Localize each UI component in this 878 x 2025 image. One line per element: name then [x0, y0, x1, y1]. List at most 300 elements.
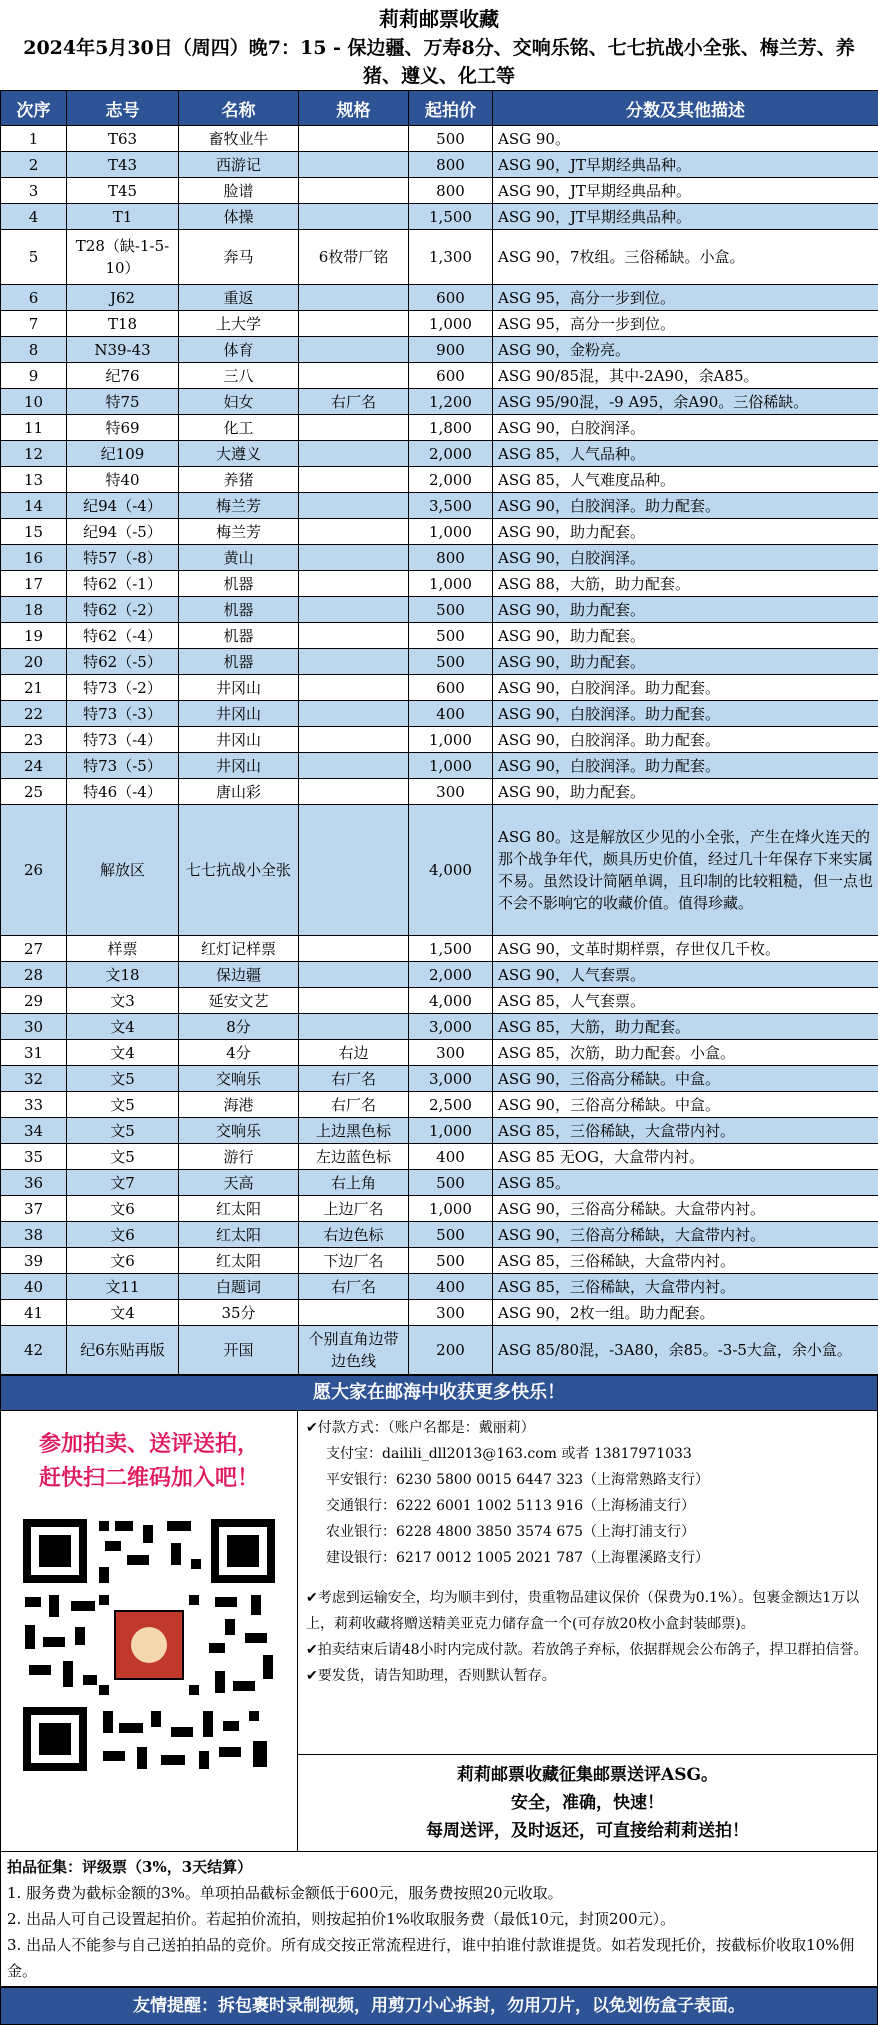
lot-start-price: 1,000	[409, 1118, 493, 1144]
lot-spec	[299, 649, 409, 675]
lot-code: 文5	[67, 1092, 179, 1118]
table-row	[1, 1118, 878, 1144]
lot-code: 文6	[67, 1222, 179, 1248]
lot-order: 11	[1, 415, 67, 441]
lot-description: ASG 90，三俗高分稀缺。大盒带内衬。	[493, 1196, 878, 1222]
lot-spec	[299, 1300, 409, 1326]
lot-spec	[299, 753, 409, 779]
table-row	[1, 1144, 878, 1170]
lot-spec: 上边厂名	[299, 1196, 409, 1222]
lot-spec: 右厂名	[299, 1092, 409, 1118]
lot-description: ASG 90，助力配套。	[493, 779, 878, 805]
table-row	[1, 311, 878, 337]
lot-start-price: 1,300	[409, 230, 493, 285]
lot-description: ASG 85，三俗稀缺，大盒带内衬。	[493, 1248, 878, 1274]
lot-name: 交响乐	[179, 1066, 299, 1092]
lot-description: ASG 85，三俗稀缺，大盒带内衬。	[493, 1274, 878, 1300]
footer-reminder: 友情提醒：拆包裹时录制视频，用剪刀小心拆封，勿用刀片，以免划伤盒子表面。	[0, 1987, 878, 2025]
lot-order: 13	[1, 467, 67, 493]
lot-code: 特73（-5）	[67, 753, 179, 779]
lot-spec: 6枚带厂铭	[299, 230, 409, 285]
table-row	[1, 1066, 878, 1092]
notes-item-1: 1. 服务费为截标金额的3%。单项拍品截标金额低于600元，服务费按照20元收取。	[7, 1880, 871, 1906]
lot-spec	[299, 415, 409, 441]
banner: 愿大家在邮海中收获更多快乐！	[0, 1375, 878, 1411]
lot-description: ASG 85/80混，-3A80，余85。-3-5大盒，余小盒。	[493, 1326, 878, 1375]
payment-comm-bank[interactable]: 交通银行：6222 6001 1002 5113 916（上海杨浦支行）	[306, 1493, 869, 1519]
lot-code: 特40	[67, 467, 179, 493]
table-row	[1, 1014, 878, 1040]
lot-description: ASG 90，文革时期样票，存世仅几千枚。	[493, 936, 878, 962]
lot-description: ASG 90，三俗高分稀缺，大盒带内衬。	[493, 1222, 878, 1248]
lot-description: ASG 90，白胶润泽。助力配套。	[493, 675, 878, 701]
lot-order: 23	[1, 727, 67, 753]
lot-code: 特62（-5）	[67, 649, 179, 675]
lot-start-price: 500	[409, 1222, 493, 1248]
table-row	[1, 962, 878, 988]
lot-name: 井冈山	[179, 675, 299, 701]
lot-order: 7	[1, 311, 67, 337]
lot-code: 特75	[67, 389, 179, 415]
table-row	[1, 1326, 878, 1375]
lot-code: T1	[67, 204, 179, 230]
lot-name: 梅兰芳	[179, 493, 299, 519]
lot-spec	[299, 727, 409, 753]
lot-code: 文4	[67, 1014, 179, 1040]
lot-description: ASG 85。	[493, 1170, 878, 1196]
header-order: 次序	[1, 91, 67, 126]
lot-spec	[299, 571, 409, 597]
table-row	[1, 701, 878, 727]
table-row	[1, 571, 878, 597]
lot-start-price: 400	[409, 1144, 493, 1170]
lot-order: 9	[1, 363, 67, 389]
lot-description: ASG 85，三俗稀缺，大盒带内衬。	[493, 1118, 878, 1144]
lot-start-price: 900	[409, 337, 493, 363]
lot-order: 20	[1, 649, 67, 675]
lot-name: 4分	[179, 1040, 299, 1066]
payment-info	[298, 1411, 877, 1754]
shipping-note: ✔考虑到运输安全，均为顺丰到付，贵重物品建议保价（保费为0.1%）。包裹金额达1万以上，莉莉收藏将赠送精美亚克力储存盒一个(可存放20枚小盒封装邮票)。	[306, 1585, 869, 1637]
consignment-notes	[0, 1852, 878, 1987]
lot-spec	[299, 962, 409, 988]
lot-start-price: 2,000	[409, 962, 493, 988]
lot-spec	[299, 936, 409, 962]
lot-order: 3	[1, 178, 67, 204]
table-row	[1, 230, 878, 285]
lot-name: 井冈山	[179, 753, 299, 779]
header-start-price: 起拍价	[409, 91, 493, 126]
lot-name: 机器	[179, 623, 299, 649]
lot-code: 文5	[67, 1118, 179, 1144]
table-header	[1, 91, 878, 126]
lot-spec	[299, 467, 409, 493]
lot-code: 文7	[67, 1170, 179, 1196]
lot-start-price: 1,800	[409, 415, 493, 441]
lot-start-price: 300	[409, 1300, 493, 1326]
payment-pingan-bank[interactable]: 平安银行：6230 5800 0015 6447 323（上海常熟路支行）	[306, 1467, 869, 1493]
lot-code: 文6	[67, 1248, 179, 1274]
lot-name: 唐山彩	[179, 779, 299, 805]
payment-alipay[interactable]: 支付宝：dailili_dll2013@163.com 或者 13817971033	[306, 1441, 869, 1467]
lot-description: ASG 90，白胶润泽。助力配套。	[493, 701, 878, 727]
lot-order: 29	[1, 988, 67, 1014]
lot-description: ASG 90，白胶润泽。助力配套。	[493, 493, 878, 519]
lot-name: 化工	[179, 415, 299, 441]
lot-description: ASG 90，人气套票。	[493, 962, 878, 988]
lot-start-price: 200	[409, 1326, 493, 1375]
header-spec: 规格	[299, 91, 409, 126]
lot-code: 纪94（-4）	[67, 493, 179, 519]
table-row	[1, 779, 878, 805]
lot-name: 红太阳	[179, 1248, 299, 1274]
table-row	[1, 649, 878, 675]
lot-start-price: 2,500	[409, 1092, 493, 1118]
lot-order: 24	[1, 753, 67, 779]
lot-description: ASG 95，高分一步到位。	[493, 285, 878, 311]
lot-start-price: 400	[409, 1274, 493, 1300]
lot-code: 纪109	[67, 441, 179, 467]
lot-spec	[299, 701, 409, 727]
lot-spec	[299, 126, 409, 152]
lot-spec	[299, 597, 409, 623]
lot-code: 特57（-8）	[67, 545, 179, 571]
lot-spec	[299, 311, 409, 337]
lot-code: 纪6东贴再版	[67, 1326, 179, 1375]
lot-order: 40	[1, 1274, 67, 1300]
lot-code: N39-43	[67, 337, 179, 363]
header-code: 志号	[67, 91, 179, 126]
lot-order: 33	[1, 1092, 67, 1118]
lot-order: 5	[1, 230, 67, 285]
lot-code: J62	[67, 285, 179, 311]
lot-name: 红灯记样票	[179, 936, 299, 962]
lot-description: ASG 85，人气套票。	[493, 988, 878, 1014]
lot-order: 22	[1, 701, 67, 727]
lot-name: 体育	[179, 337, 299, 363]
lot-code: T63	[67, 126, 179, 152]
lot-spec: 右边色标	[299, 1222, 409, 1248]
lot-code: T28（缺-1-5-10）	[67, 230, 179, 285]
lot-order: 1	[1, 126, 67, 152]
lot-spec	[299, 204, 409, 230]
lot-spec	[299, 545, 409, 571]
table-row	[1, 178, 878, 204]
lot-description: ASG 90，助力配套。	[493, 649, 878, 675]
lot-code: 特62（-1）	[67, 571, 179, 597]
table-row	[1, 204, 878, 230]
table-row	[1, 1222, 878, 1248]
table-row	[1, 1092, 878, 1118]
lot-order: 18	[1, 597, 67, 623]
lot-spec	[299, 675, 409, 701]
lot-description: ASG 90，JT早期经典品种。	[493, 204, 878, 230]
lot-spec	[299, 493, 409, 519]
qr-code[interactable]	[19, 1515, 279, 1775]
table-row	[1, 936, 878, 962]
lot-order: 19	[1, 623, 67, 649]
lot-start-price: 1,500	[409, 204, 493, 230]
table-row	[1, 1170, 878, 1196]
lot-order: 26	[1, 805, 67, 936]
lot-start-price: 2,000	[409, 441, 493, 467]
delivery-note: ✔要发货，请告知助理，否则默认暂存。	[306, 1663, 869, 1689]
lot-start-price: 3,000	[409, 1066, 493, 1092]
lot-start-price: 800	[409, 545, 493, 571]
lot-code: 特73（-4）	[67, 727, 179, 753]
lot-description: ASG 85，人气品种。	[493, 441, 878, 467]
lot-code: 文4	[67, 1300, 179, 1326]
lot-code: 特46（-4）	[67, 779, 179, 805]
lot-order: 31	[1, 1040, 67, 1066]
table-row	[1, 1196, 878, 1222]
lot-spec	[299, 441, 409, 467]
lot-start-price: 600	[409, 363, 493, 389]
table-row	[1, 363, 878, 389]
lot-order: 36	[1, 1170, 67, 1196]
lot-start-price: 1,000	[409, 727, 493, 753]
lot-code: 文4	[67, 1040, 179, 1066]
service-slogan	[298, 1754, 877, 1851]
lot-order: 34	[1, 1118, 67, 1144]
lot-name: 重返	[179, 285, 299, 311]
lot-start-price: 300	[409, 779, 493, 805]
lot-code: 特73（-2）	[67, 675, 179, 701]
lot-order: 2	[1, 152, 67, 178]
table-row	[1, 545, 878, 571]
lot-description: ASG 90。	[493, 126, 878, 152]
slogan-line: 莉莉邮票收藏征集邮票送评ASG。	[298, 1761, 877, 1789]
table-row	[1, 285, 878, 311]
slogan-line: 每周送评，及时返还，可直接给莉莉送拍！	[298, 1817, 877, 1845]
payment-panel	[298, 1411, 877, 1851]
table-row	[1, 1040, 878, 1066]
table-row	[1, 753, 878, 779]
lot-start-price: 500	[409, 1170, 493, 1196]
lot-name: 8分	[179, 1014, 299, 1040]
payment-agri-bank[interactable]: 农业银行：6228 4800 3850 3574 675（上海打浦支行）	[306, 1519, 869, 1545]
lot-description: ASG 85 无OG，大盒带内衬。	[493, 1144, 878, 1170]
table-row	[1, 467, 878, 493]
lot-spec	[299, 178, 409, 204]
lot-order: 17	[1, 571, 67, 597]
lot-order: 14	[1, 493, 67, 519]
lot-name: 机器	[179, 571, 299, 597]
lot-name: 海港	[179, 1092, 299, 1118]
page-title: 莉莉邮票收藏	[0, 0, 878, 34]
lot-table	[0, 90, 878, 1375]
lot-name: 上大学	[179, 311, 299, 337]
lot-order: 42	[1, 1326, 67, 1375]
lot-name: 交响乐	[179, 1118, 299, 1144]
lot-description: ASG 90，JT早期经典品种。	[493, 178, 878, 204]
table-row	[1, 493, 878, 519]
payment-deadline-note: ✔拍卖结束后请48小时内完成付款。若放鸽子弃标，依据群规会公布鸽子，捍卫群拍信誉。	[306, 1637, 869, 1663]
lot-code: 解放区	[67, 805, 179, 936]
info-section	[0, 1411, 878, 1852]
lot-name: 井冈山	[179, 701, 299, 727]
lot-order: 12	[1, 441, 67, 467]
lot-description: ASG 80。这是解放区少见的小全张，产生在烽火连天的那个战争年代，颇具历史价值，经过几十年保存下来实属不易。虽然设计简陋单调，且印制的比较粗糙，但一点也不会不影响它的收藏价值。值得珍藏。	[493, 805, 878, 936]
lot-code: 特62（-4）	[67, 623, 179, 649]
lot-name: 天高	[179, 1170, 299, 1196]
lot-start-price: 1,000	[409, 311, 493, 337]
lot-start-price: 800	[409, 152, 493, 178]
lot-code: 样票	[67, 936, 179, 962]
lot-order: 6	[1, 285, 67, 311]
lot-description: ASG 90/85混，其中-2A90，余A85。	[493, 363, 878, 389]
lot-spec	[299, 779, 409, 805]
lot-order: 39	[1, 1248, 67, 1274]
table-row	[1, 1274, 878, 1300]
lot-description: ASG 90，助力配套。	[493, 623, 878, 649]
lot-order: 30	[1, 1014, 67, 1040]
lot-spec	[299, 1014, 409, 1040]
lot-order: 8	[1, 337, 67, 363]
promo-text	[1, 1411, 297, 1495]
lot-description: ASG 90，三俗高分稀缺。中盒。	[493, 1066, 878, 1092]
lot-start-price: 500	[409, 623, 493, 649]
lot-spec: 右边	[299, 1040, 409, 1066]
lot-code: T45	[67, 178, 179, 204]
lot-description: ASG 90，JT早期经典品种。	[493, 152, 878, 178]
table-row	[1, 597, 878, 623]
lot-description: ASG 90，三俗高分稀缺。中盒。	[493, 1092, 878, 1118]
lot-name: 黄山	[179, 545, 299, 571]
slogan-line: 安全，准确，快速！	[298, 1789, 877, 1817]
lot-table-body	[1, 126, 878, 1375]
lot-start-price: 4,000	[409, 988, 493, 1014]
lot-name: 畜牧业牛	[179, 126, 299, 152]
lot-name: 机器	[179, 597, 299, 623]
lot-name: 机器	[179, 649, 299, 675]
lot-spec	[299, 152, 409, 178]
lot-order: 25	[1, 779, 67, 805]
lot-code: 纪94（-5）	[67, 519, 179, 545]
table-row	[1, 415, 878, 441]
lot-name: 白题词	[179, 1274, 299, 1300]
lot-start-price: 400	[409, 701, 493, 727]
lot-start-price: 3,500	[409, 493, 493, 519]
lot-spec: 右上角	[299, 1170, 409, 1196]
lot-description: ASG 85，人气难度品种。	[493, 467, 878, 493]
promo-line: 参加拍卖、送评送拍，	[1, 1427, 297, 1461]
lot-order: 21	[1, 675, 67, 701]
lot-name: 大遵义	[179, 441, 299, 467]
table-row	[1, 727, 878, 753]
lot-spec	[299, 519, 409, 545]
lot-start-price: 600	[409, 285, 493, 311]
lot-spec	[299, 285, 409, 311]
lot-code: 特73（-3）	[67, 701, 179, 727]
lot-spec: 左边蓝色标	[299, 1144, 409, 1170]
lot-name: 西游记	[179, 152, 299, 178]
lot-description: ASG 90，助力配套。	[493, 597, 878, 623]
notes-heading: 拍品征集：评级票（3%，3天结算）	[7, 1854, 871, 1880]
lot-order: 16	[1, 545, 67, 571]
lot-order: 28	[1, 962, 67, 988]
lot-code: T43	[67, 152, 179, 178]
lot-name: 妇女	[179, 389, 299, 415]
lot-name: 养猪	[179, 467, 299, 493]
lot-spec	[299, 363, 409, 389]
lot-spec: 右厂名	[299, 1274, 409, 1300]
lot-code: 文3	[67, 988, 179, 1014]
table-row	[1, 1300, 878, 1326]
lot-description: ASG 85，大筋，助力配套。	[493, 1014, 878, 1040]
table-row	[1, 519, 878, 545]
table-row	[1, 1248, 878, 1274]
promo-panel	[1, 1411, 298, 1851]
lot-order: 10	[1, 389, 67, 415]
lot-spec: 右厂名	[299, 1066, 409, 1092]
header-name: 名称	[179, 91, 299, 126]
lot-order: 15	[1, 519, 67, 545]
lot-order: 27	[1, 936, 67, 962]
lot-code: 纪76	[67, 363, 179, 389]
lot-code: 特62（-2）	[67, 597, 179, 623]
table-row	[1, 988, 878, 1014]
lot-code: 文11	[67, 1274, 179, 1300]
lot-order: 4	[1, 204, 67, 230]
lot-start-price: 1,500	[409, 936, 493, 962]
lot-start-price: 800	[409, 178, 493, 204]
lot-start-price: 1,000	[409, 753, 493, 779]
payment-ccb-bank[interactable]: 建设银行：6217 0012 1005 2021 787（上海瞿溪路支行）	[306, 1545, 869, 1571]
lot-name: 梅兰芳	[179, 519, 299, 545]
lot-spec	[299, 988, 409, 1014]
lot-spec	[299, 805, 409, 936]
lot-start-price: 1,200	[409, 389, 493, 415]
lot-start-price: 4,000	[409, 805, 493, 936]
lot-start-price: 2,000	[409, 467, 493, 493]
lot-start-price: 500	[409, 649, 493, 675]
table-row	[1, 441, 878, 467]
lot-spec: 个别直角边带边色线	[299, 1326, 409, 1375]
lot-description: ASG 95/90混，-9 A95，余A90。三俗稀缺。	[493, 389, 878, 415]
lot-code: 文5	[67, 1066, 179, 1092]
lot-description: ASG 90，白胶润泽。	[493, 415, 878, 441]
lot-description: ASG 95，高分一步到位。	[493, 311, 878, 337]
lot-description: ASG 90，白胶润泽。助力配套。	[493, 727, 878, 753]
lot-description: ASG 88，大筋，助力配套。	[493, 571, 878, 597]
lot-name: 七七抗战小全张	[179, 805, 299, 936]
lot-code: T18	[67, 311, 179, 337]
lot-spec: 下边厂名	[299, 1248, 409, 1274]
lot-start-price: 300	[409, 1040, 493, 1066]
lot-description: ASG 90，白胶润泽。助力配套。	[493, 753, 878, 779]
qr-code-icon	[19, 1515, 279, 1775]
lot-name: 红太阳	[179, 1222, 299, 1248]
table-row	[1, 805, 878, 936]
lot-start-price: 3,000	[409, 1014, 493, 1040]
lot-name: 体操	[179, 204, 299, 230]
lot-spec: 右厂名	[299, 389, 409, 415]
lot-order: 41	[1, 1300, 67, 1326]
lot-start-price: 1,000	[409, 571, 493, 597]
notes-item-2: 2. 出品人可自己设置起拍价。若起拍价流拍，则按起拍价1%收取服务费（最低10元，封顶200元）。	[7, 1906, 871, 1932]
lot-order: 37	[1, 1196, 67, 1222]
lot-order: 32	[1, 1066, 67, 1092]
header-description: 分数及其他描述	[493, 91, 878, 126]
lot-name: 井冈山	[179, 727, 299, 753]
lot-spec	[299, 337, 409, 363]
lot-description: ASG 90，金粉亮。	[493, 337, 878, 363]
lot-code: 文6	[67, 1196, 179, 1222]
lot-name: 红太阳	[179, 1196, 299, 1222]
lot-start-price: 1,000	[409, 519, 493, 545]
lot-order: 38	[1, 1222, 67, 1248]
